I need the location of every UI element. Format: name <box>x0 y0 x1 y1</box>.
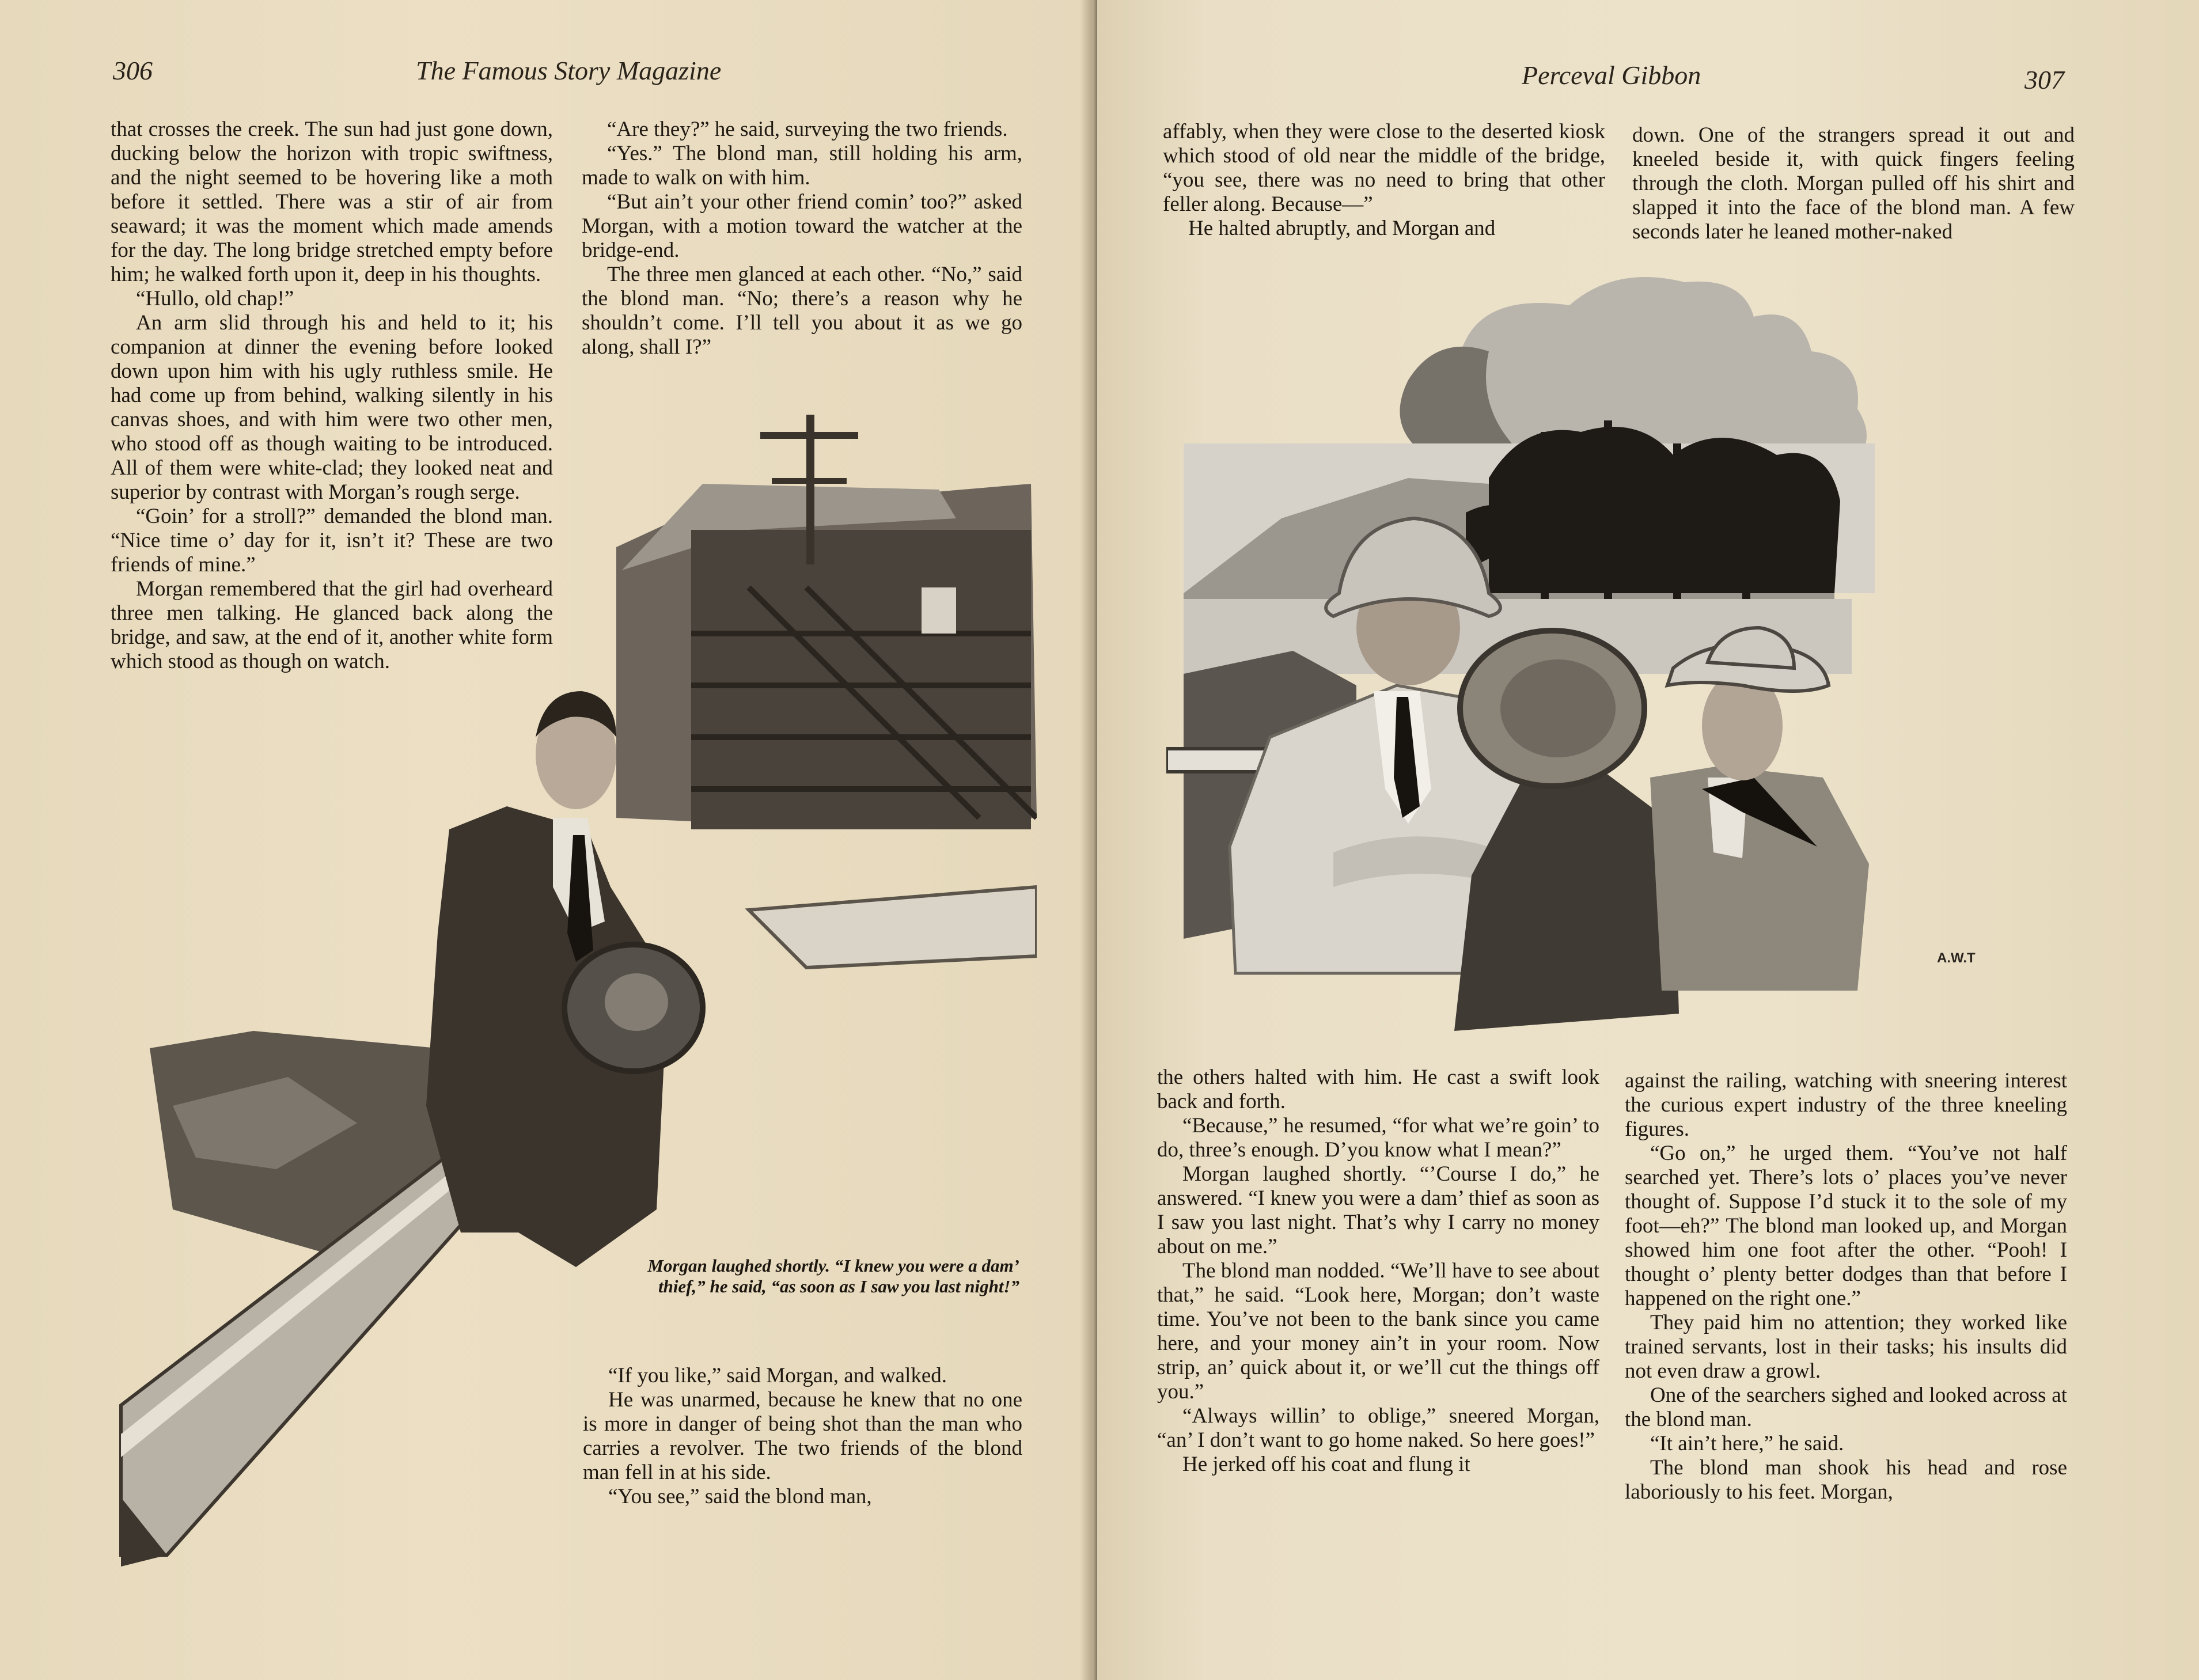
paragraph: “Are they?” he said, surveying the two friends. <box>607 117 1008 141</box>
running-head-right: Perceval Gibbon <box>1522 60 1701 90</box>
running-head-left: The Famous Story Magazine <box>416 56 722 85</box>
paragraph: One of the searchers sighed and looked across at the blond man. <box>1625 1383 2067 1431</box>
right-column-1-bottom <box>1157 1065 1599 1477</box>
paragraph: the others halted with him. He cast a swift look back and forth. <box>1157 1065 1599 1113</box>
paragraph: An arm slid through his and held to it; his companion at dinner the evening before looked down upon him with his ugly ruthless smile. He had come up from behind, walking silently in his canvas shoes, and with him were two other men, who stood off as though waiting to be introduced. All of them were white-clad; they looked neat and superior by contrast with Morgan’s rough serge. <box>111 311 553 504</box>
paragraph: Morgan laughed shortly. “’Course I do,” he answered. “I knew you were a dam’ thief as soon as I saw you last night. That’s why I carry no money about on me.” <box>1157 1162 1599 1258</box>
paragraph: “Always willin’ to oblige,” sneered Morgan, “an’ I don’t want to go home naked. So here goes!” <box>1157 1404 1599 1452</box>
page-number-right: 307 <box>2024 65 2064 94</box>
paragraph: “But ain’t your other friend comin’ too?” asked Morgan, with a motion toward the watcher at the bridge-end. <box>582 190 1022 262</box>
paragraph: “Go on,” he urged them. “You’ve not half searched yet. There’s lots o’ places you’ve never thought of. Suppose I’d stuck it to the sole of my foot—eh?” The blond man looked up, and Morgan showed him one foot after the other. “Pooh! I thought o’ plenty better dodges than that before I happened on the right one.” <box>1625 1142 2067 1310</box>
man-in-fedora <box>1650 628 1869 991</box>
paragraph: against the railing, watching with sneering interest the curious expert industry of the three kneeling figures. <box>1625 1069 2067 1141</box>
paragraph: He halted abruptly, and Morgan and <box>1188 217 1496 240</box>
paragraph: “Goin’ for a stroll?” demanded the blond man. “Nice time o’ day for it, isn’t it? These are two friends of mine.” <box>111 505 553 577</box>
right-column-1-top <box>1163 120 1605 241</box>
paragraph: The three men glanced at each other. “No,” said the blond man. “No; there’s a reason why he shouldn’t come. I’ll tell you about it as we go along, shall I?” <box>582 263 1022 359</box>
left-column-2-bottom <box>583 1364 1022 1509</box>
right-page <box>1097 0 2199 1680</box>
paragraph: Morgan remembered that the girl had overheard three men talking. He glanced back along the bridge, and saw, at the end of it, another white form which stood as though on watch. <box>111 577 553 673</box>
page-number-left: 306 <box>113 56 153 85</box>
paragraph: “Because,” he resumed, “for what we’re goin’ to do, three’s enough. D’you know what I mean?” <box>1157 1114 1599 1162</box>
illustration-caption: Morgan laughed shortly. “I knew you were a dam’ thief,” he said, “as soon as I saw you last night!” <box>647 1256 1019 1296</box>
paragraph: “You see,” said the blond man, <box>608 1485 872 1508</box>
paragraph: that crosses the creek. The sun had just gone down, ducking below the horizon with tropic swiftness, and the night seemed to be hovering like a moth before it settled. There was a stir of air from seaward; it was the moment which made amends for the day. The long bridge stretched empty before him; he walked forth upon it, deep in his thoughts. <box>111 117 553 286</box>
paragraph: He jerked off his coat and flung it <box>1182 1453 1470 1476</box>
right-column-2-top <box>1632 123 2075 244</box>
paragraph: The blond man shook his head and rose laboriously to his feet. Morgan, <box>1625 1456 2067 1504</box>
paragraph: The blond man nodded. “We’ll have to see about that,” he said. “Look here, Morgan; don’t waste time. You’ve not been to the bank since you came here, and your money ain’t in your room. Now strip, an’ quick about it, or we’ll cut the things off you.” <box>1157 1259 1599 1404</box>
paragraph: “It ain’t here,” he said. <box>1650 1432 1844 1455</box>
right-column-2-bottom <box>1625 1069 2067 1504</box>
paragraph: “If you like,” said Morgan, and walked. <box>608 1364 947 1387</box>
paragraph: They paid him no attention; they worked like trained servants, lost in their tasks; his insults did not even draw a growl. <box>1625 1311 2067 1383</box>
left-page <box>0 0 1091 1680</box>
three-men-illustration <box>1166 271 1996 1065</box>
paragraph: He was unarmed, because he knew that no one is more in danger of being shot than the man who carries a revolver. The two friends of the blond man fell in at his side. <box>583 1388 1022 1484</box>
shack-illustration <box>616 415 1037 829</box>
left-column-2-top <box>582 117 1022 359</box>
paragraph: “Hullo, old chap!” <box>136 287 294 310</box>
paragraph: affably, when they were close to the deserted kiosk which stood of old near the middle of the bridge, “you see, there was no need to bring that other feller along. Because—” <box>1163 120 1605 216</box>
paragraph: down. One of the strangers spread it out and kneeled beside it, with quick fingers feeling through the cloth. Morgan pulled off his shirt and slapped it into the face of the blond man. A few seconds later he leaned mother-naked <box>1632 123 2075 244</box>
paragraph: “Yes.” The blond man, still holding his arm, made to walk on with him. <box>582 142 1022 189</box>
artist-signature: A.W.T <box>1937 950 1976 966</box>
